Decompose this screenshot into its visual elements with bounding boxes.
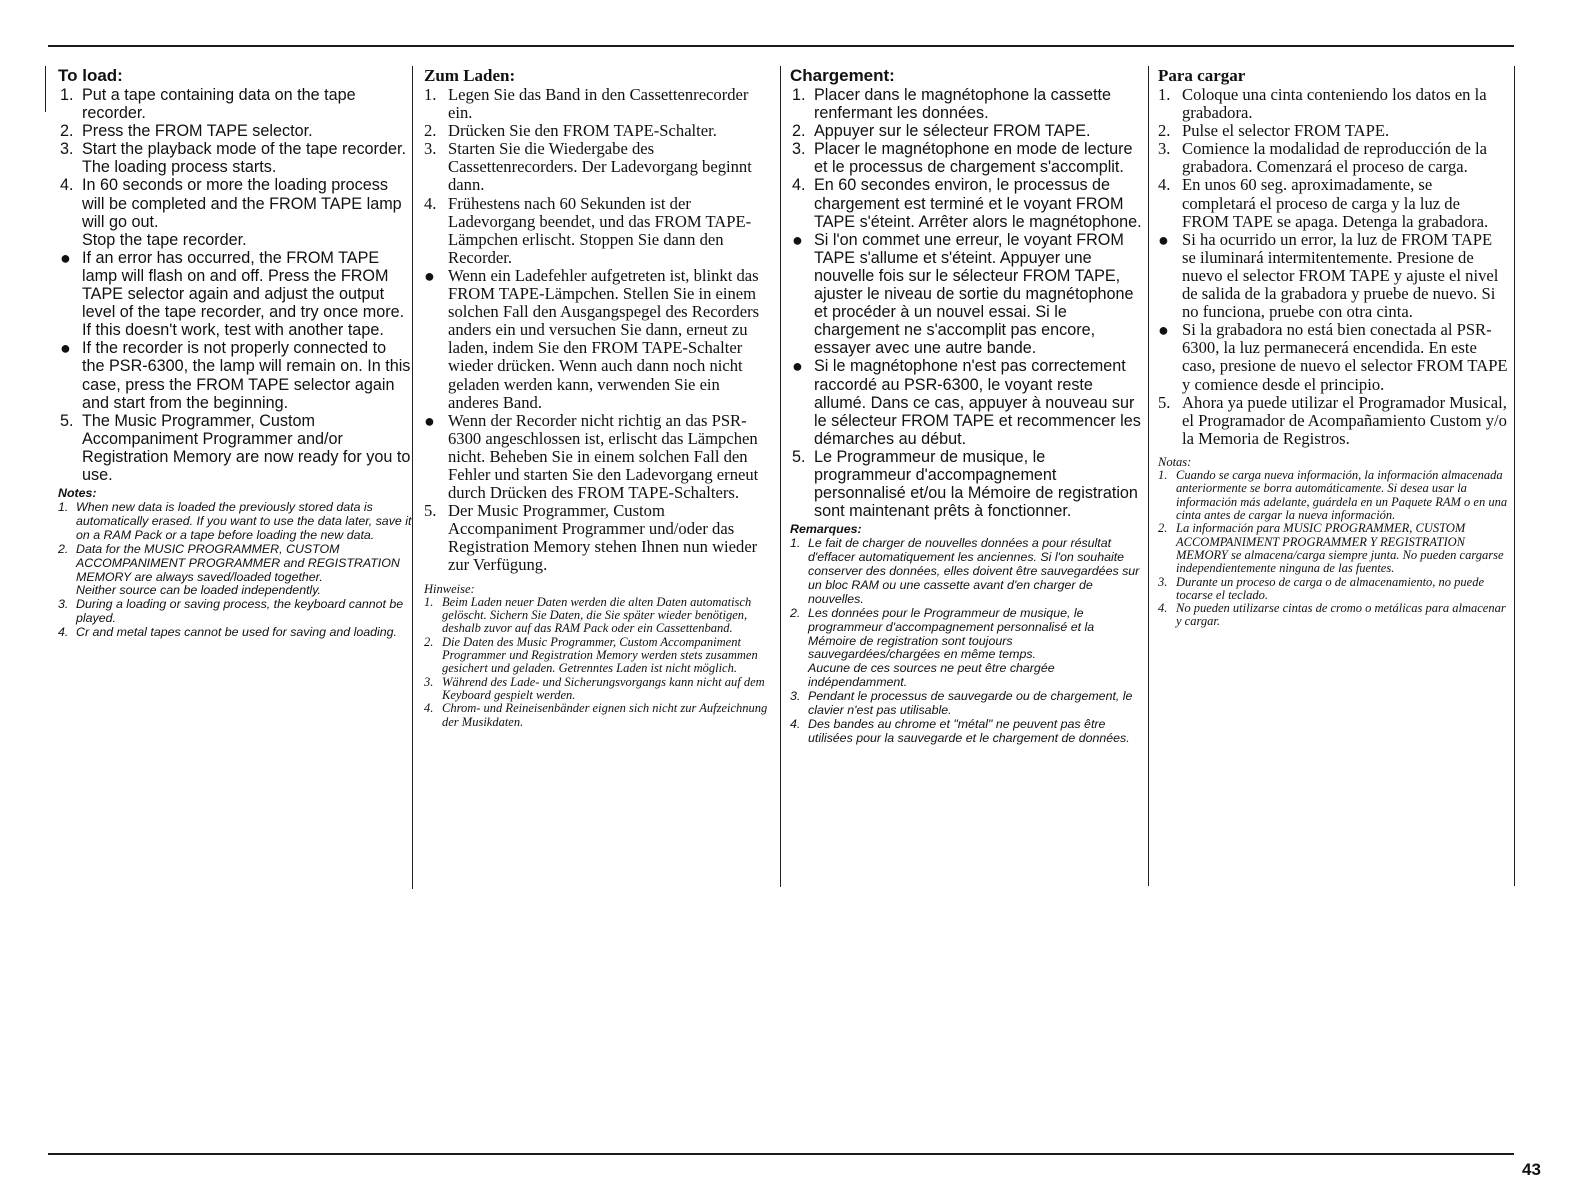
- spanish-bullet-2: ● Si la grabadora no está bien conectada al PSR-6300, la luz permanecerá encendida. En este caso, presione de nuevo el selector FROM TAPE y comience desde el principio.: [1158, 320, 1508, 394]
- english-step-1: 1. Put a tape containing data on the tape recorder.: [60, 86, 356, 123]
- spanish-note-4: 4. No pueden utilizarse cintas de cromo o metálicas para almacenar y cargar.: [1158, 601, 1506, 629]
- french-bullet-1: ● Si l'on commet une erreur, le voyant FROM TAPE s'allume et s'éteint. Appuyer une nouvelle fois sur le sélecteur FROM TAPE, ajuster le niveau de sortie du magnétophone et procéder à un nouvel essai. Si le chargement ne s'accomplit pas encore, essayer avec une autre bande.: [792, 229, 1134, 358]
- page-number: 43: [1522, 1160, 1541, 1179]
- german-bullet-2: ● Wenn der Recorder nicht richtig an das PSR-6300 angeschlossen ist, erlischt das Lämpchen nicht. Beheben Sie in einem solchen Fall den Fehler und starten Sie den Ladevorgang erneut durch Drücken des FROM TAPE-Schalters.: [424, 410, 759, 503]
- english-note-1: 1. When new data is loaded the previously stored data is automatically erased. If you want to use the data later, save it on a RAM Pack or a tape before loading the new data.: [58, 499, 412, 542]
- french-note-4: 4. Des bandes au chrome et "métal" ne peuvent pas être utilisées pour la sauvegarde et le chargement de données.: [790, 716, 1130, 745]
- bullet-icon: ●: [60, 247, 71, 268]
- german-step-2: 2. Drücken Sie den FROM TAPE-Schalter.: [424, 121, 717, 141]
- spanish-step-5: 5. Ahora ya puede utilizar el Programador Musical, el Programador de Acompañamiento Custom y/o la Memoria de Registros.: [1158, 392, 1507, 448]
- french-bullet-2: ● Si le magnétophone n'est pas correctement raccordé au PSR-6300, le voyant reste allumé. Dans ce cas, appuyer à nouveau sur le sélecteur FROM TAPE et recommencer les démarches au début.: [792, 356, 1141, 448]
- spanish-step-4: 4. En unos 60 seg. aproximadamente, se completará el proceso de carga y la luz de FROM TAPE se apaga. Detenga la grabadora.: [1158, 175, 1489, 231]
- french-step-1: 1. Placer dans le magnétophone la cassette renfermant les données.: [792, 86, 1111, 123]
- german-note-3: 3. Während des Lade- und Sicherungsvorgangs kann nicht auf dem Keyboard gespielt werden.: [424, 674, 765, 702]
- french-step-2: 2. Appuyer sur le sélecteur FROM TAPE.: [792, 122, 1091, 141]
- english-step-4: 4. In 60 seconds or more the loading process will be completed and the FROM TAPE lamp will go out. Stop the tape recorder.: [60, 176, 402, 249]
- german-bullet-1: ● Wenn ein Ladefehler aufgetreten ist, blinkt das FROM TAPE-Lämpchen. Stellen Sie in einem solchen Fall den Ausgangspegel des Recorders anders ein und versuchen Sie dann, erneut zu laden, indem Sie den FROM TAPE-Schalter wieder drücken. Wenn auch dann noch nicht geladen werden kann, verwenden Sie ein anderes Band.: [424, 265, 760, 412]
- spanish-notes-title: Notas:: [1158, 454, 1192, 469]
- top-rule: [48, 45, 1514, 47]
- spanish-bullet-1: ● Si ha ocurrido un error, la luz de FROM TAPE se iluminará intermitentemente. Presione de nuevo el selector FROM TAPE y ajuste el nivel de salida de la grabadora y pruebe de nuevo. Si no funciona, pruebe con otra cinta.: [1158, 229, 1499, 322]
- english-bullet-2: ● If the recorder is not properly connected to the PSR-6300, the lamp will remain on. In this case, press the FROM TAPE selector again and start from the beginning.: [60, 338, 411, 412]
- english-notes-title: Notes:: [58, 486, 97, 501]
- bullet-icon: ●: [1158, 320, 1169, 341]
- german-step-4: 4. Frühestens nach 60 Sekunden ist der Ladevorgang beendet, und das FROM TAPE-Lämpchen erlischt. Stoppen Sie dann den Recorder.: [424, 193, 752, 267]
- english-step-3: 3. Start the playback mode of the tape recorder. The loading process starts.: [60, 140, 406, 177]
- bullet-icon: ●: [424, 265, 435, 286]
- spanish-note-3: 3. Durante un proceso de carga o de almacenamiento, no puede tocarse el teclado.: [1158, 574, 1485, 602]
- column-divider: [1148, 66, 1149, 886]
- spanish-note-1: 1. Cuando se carga nueva información, la información almacenada anteriormente se borra automáticamente. Si desea usar la información más adelante, guárdela en un Paquete RAM o en una cinta antes de cargar la nueva información.: [1158, 468, 1508, 523]
- bullet-icon: ●: [792, 229, 803, 250]
- bullet-icon: ●: [792, 356, 803, 377]
- spanish-step-3: 3. Comience la modalidad de reproducción de la grabadora. Comenzará el proceso de carga.: [1158, 139, 1488, 177]
- column-divider: [45, 66, 46, 112]
- german-note-4: 4. Chrom- und Reineisenbänder eignen sich nicht zur Aufzeichnung der Musikdaten.: [424, 701, 768, 729]
- spanish-step-1: 1. Coloque una cinta conteniendo los datos en la grabadora.: [1158, 85, 1487, 123]
- bullet-icon: ●: [424, 410, 435, 431]
- french-note-3: 3. Pendant le processus de sauvegarde ou de chargement, le clavier n'est pas utilisable.: [790, 689, 1133, 718]
- german-step-5: 5. Der Music Programmer, Custom Accompaniment Programmer und/oder das Registration Memory stehen Ihnen nun wieder zur Verfügung.: [424, 501, 758, 575]
- german-note-2: 2. Die Daten des Music Programmer, Custom Accompaniment Programmer und Registration Memory werden stets zusammen gesichert und geladen. Getrenntes Laden ist nicht möglich.: [424, 634, 758, 676]
- bullet-icon: ●: [60, 338, 71, 359]
- german-note-1: 1. Beim Laden neuer Daten werden die alten Daten automatisch gelöscht. Sichern Sie Daten, die Sie später wieder benötigen, deshalb zuvor auf das RAM Pack oder ein Cassettenband.: [424, 594, 752, 636]
- bottom-rule: [48, 1153, 1514, 1155]
- spanish-step-2: 2. Pulse el selector FROM TAPE.: [1158, 121, 1390, 141]
- spanish-note-2: 2. La información para MUSIC PROGRAMMER, CUSTOM ACCOMPANIMENT PROGRAMMER Y REGISTRATION MEMORY se almacena/carga siempre junta. No pueden cargarse independientemente ninguna de las fuentes.: [1158, 521, 1504, 576]
- french-step-5: 5. Le Programmeur de musique, le programmeur d'accompagnement personnalisé et/ou la Mémoire de registration sont maintenant prêts à fonctionner.: [792, 447, 1138, 521]
- french-step-3: 3. Placer le magnétophone en mode de lecture et le processus de chargement s'accomplit.: [792, 140, 1133, 177]
- column-spanish: [1158, 66, 1508, 629]
- english-step-5: 5. The Music Programmer, Custom Accompaniment Programmer and/or Registration Memory are now ready for you to use.: [60, 411, 411, 484]
- column-divider: [412, 66, 413, 889]
- column-french: [790, 66, 1142, 746]
- column-divider: [1514, 66, 1515, 886]
- english-step-2: 2. Press the FROM TAPE selector.: [60, 122, 313, 141]
- english-note-3: 3. During a loading or saving process, the keyboard cannot be played.: [58, 597, 404, 626]
- english-bullet-1: ● If an error has occurred, the FROM TAPE lamp will flash on and off. Press the FROM TAPE selector again and adjust the output level of the tape recorder, and try once more. If this doesn't work, test with another tape.: [60, 247, 405, 340]
- column-german: [424, 66, 770, 729]
- german-step-1: 1. Legen Sie das Band in den Cassettenrecorder ein.: [424, 85, 749, 123]
- spanish-title: Para cargar: [1158, 66, 1246, 85]
- german-step-3: 3. Starten Sie die Wiedergabe des Cassettenrecorders. Der Ladevorgang beginnt dann.: [424, 139, 752, 195]
- english-note-2: 2. Data for the MUSIC PROGRAMMER, CUSTOM ACCOMPANIMENT PROGRAMMER and REGISTRATION MEMORY are always saved/loaded together. Neither source can be loaded independently.: [58, 541, 400, 598]
- german-notes-title: Hinweise:: [424, 581, 475, 596]
- english-note-4: 4. Cr and metal tapes cannot be used for saving and loading.: [58, 625, 397, 640]
- german-title: Zum Laden:: [424, 66, 516, 85]
- english-title: To load:: [58, 66, 123, 85]
- bullet-icon: ●: [1158, 229, 1169, 250]
- french-title: Chargement:: [790, 66, 895, 85]
- column-divider: [780, 66, 781, 887]
- french-note-1: 1. Le fait de charger de nouvelles données a pour résultat d'effacer automatiquement les anciennes. Si l'on souhaite conserver des données, elles doivent être sauvegardées sur un bloc RAM ou une cassette avant d'en charger de nouvelles.: [790, 536, 1140, 606]
- french-step-4: 4. En 60 secondes environ, le processus de chargement est terminé et le voyant FROM TAPE s'éteint. Arrêter alors le magnétophone.: [792, 176, 1142, 231]
- column-english: [58, 66, 412, 640]
- french-notes-title: Remarques:: [790, 522, 862, 537]
- french-note-2: 2. Les données pour le Programmeur de musique, le programmeur d'accompagnement personnalisé et la Mémoire de registration sont toujours sauvegardées/chargées en même temps. Aucune de ces sources ne peut être chargée indépendamment.: [790, 605, 1095, 690]
